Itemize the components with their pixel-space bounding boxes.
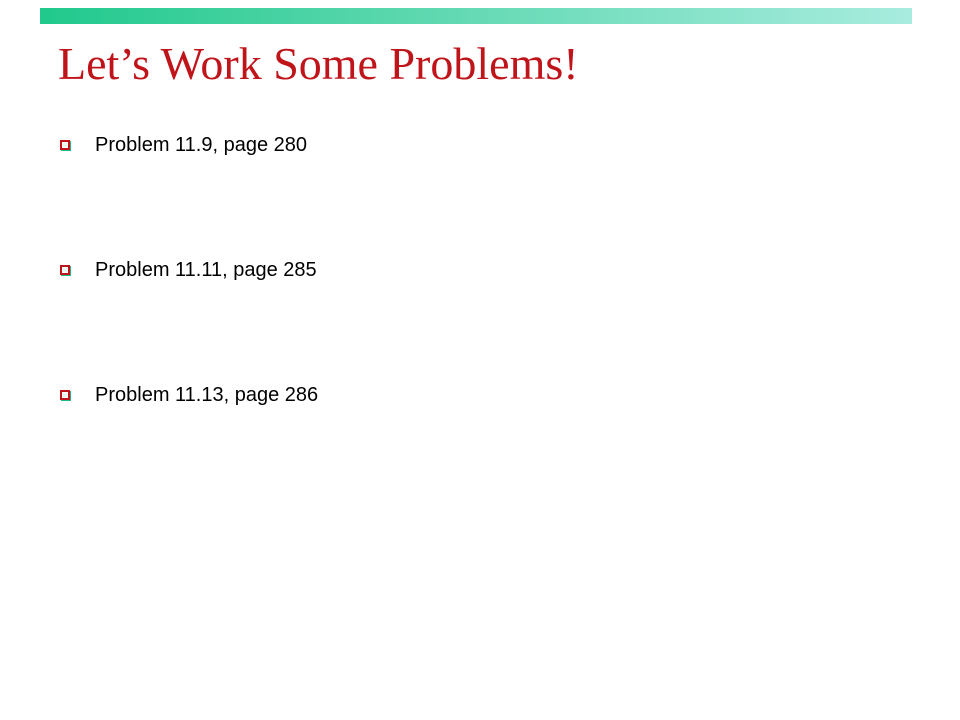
bullet-text: Problem 11.13, page 286 [95, 384, 319, 406]
bullet-text: Problem 11.11, page 285 [95, 259, 317, 281]
bullet-item [0, 256, 900, 284]
header-accent-bar [40, 8, 912, 24]
slide-title: Let’s Work Some Problems! [58, 38, 579, 89]
bullet-item [0, 131, 900, 159]
square-bullet-icon [60, 390, 70, 400]
bullet-text: Problem 11.9, page 280 [95, 134, 308, 156]
square-bullet-icon [60, 265, 70, 275]
square-bullet-icon [60, 140, 70, 150]
bullet-item [0, 381, 900, 409]
